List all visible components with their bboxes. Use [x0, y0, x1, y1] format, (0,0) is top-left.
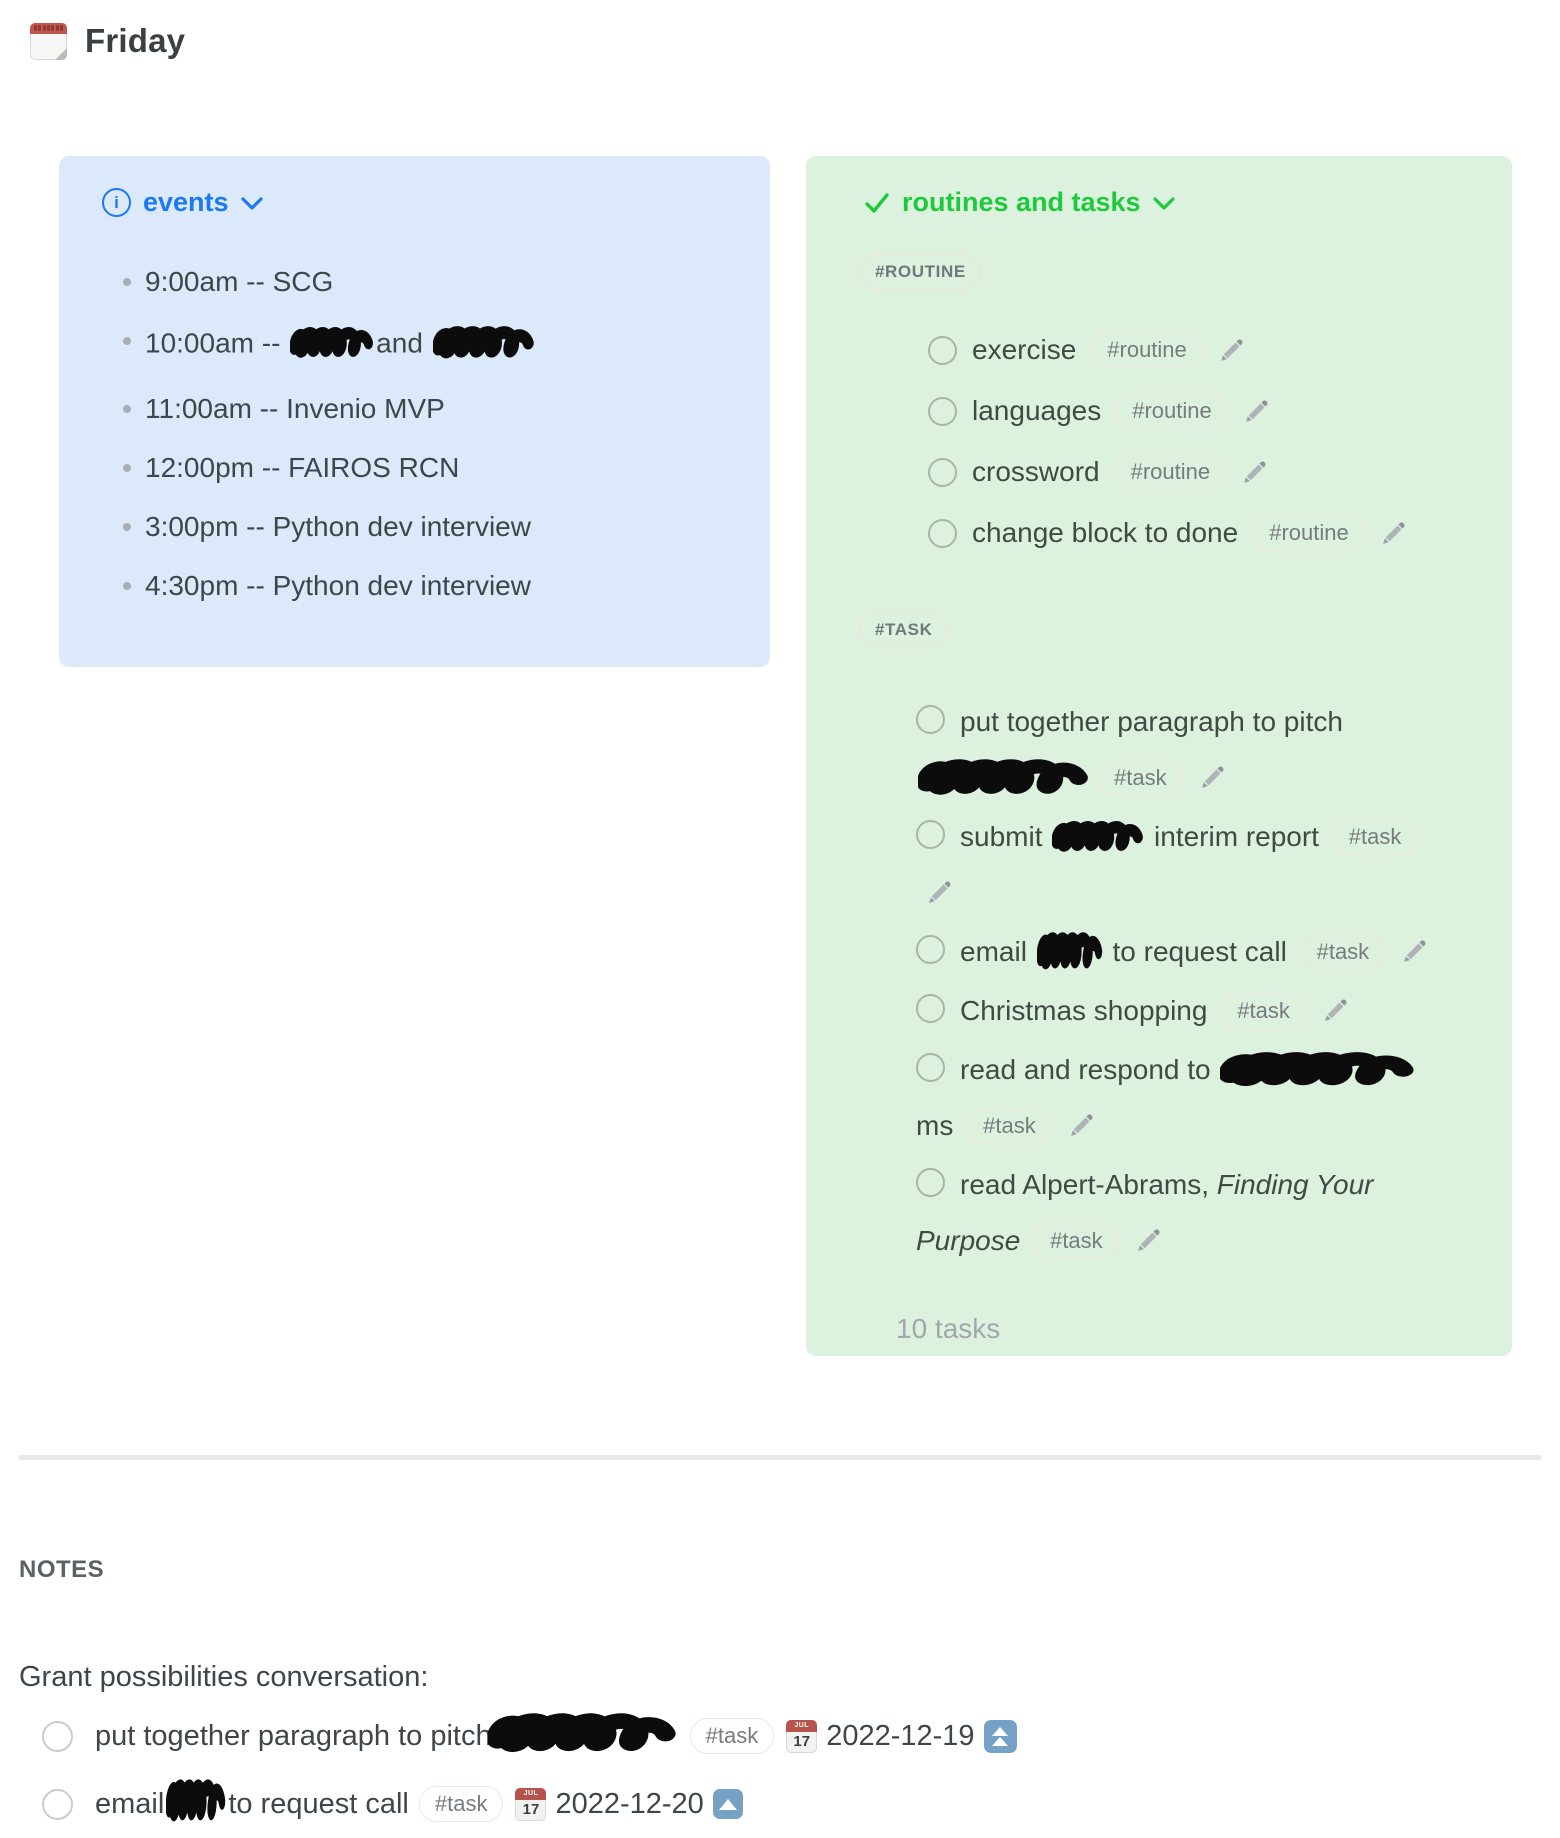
routine-tag[interactable]: #routine [1115, 454, 1227, 490]
task-tag[interactable]: #task [1034, 1223, 1119, 1259]
note-task-item: put together paragraph to pitch #task JUL 17 2022-12-19 [19, 1712, 1540, 1760]
info-icon: i [102, 188, 131, 217]
redaction-scribble [918, 758, 1090, 802]
spiral-calendar-icon [30, 23, 67, 60]
task-checkbox[interactable] [928, 336, 957, 365]
routine-item [928, 515, 1512, 551]
task-item: Christmas shopping #task [916, 983, 1482, 1039]
check-icon [864, 192, 890, 214]
routine-list [928, 332, 1512, 551]
task-checkbox[interactable] [916, 820, 945, 849]
edit-pencil-icon[interactable] [1322, 997, 1349, 1024]
routine-tag[interactable]: #routine [1253, 515, 1365, 551]
up-arrow-icon [713, 1789, 743, 1819]
event-item: 12:00pm -- FAIROS RCN [145, 452, 770, 483]
redaction-scribble [166, 1778, 226, 1830]
routine-item [928, 393, 1512, 429]
edit-pencil-icon[interactable] [1243, 398, 1270, 425]
task-item: put together paragraph to pitch #task [916, 694, 1482, 806]
calendar-date-icon: JUL 17 [515, 1788, 546, 1821]
edit-pencil-icon[interactable] [926, 879, 953, 906]
notes-heading: NOTES [19, 1556, 105, 1583]
redaction-scribble [433, 325, 535, 365]
redaction-scribble [1037, 931, 1103, 977]
routines-tasks-panel [806, 156, 1512, 1356]
section-divider [18, 1455, 1542, 1460]
edit-pencil-icon[interactable] [1199, 764, 1226, 791]
routine-label: change block to done [972, 517, 1239, 548]
edit-pencil-icon[interactable] [1401, 938, 1428, 965]
calendar-date-icon: JUL 17 [786, 1720, 817, 1753]
routine-label: crossword [972, 456, 1100, 487]
task-checkbox[interactable] [916, 1053, 945, 1082]
chevron-down-icon[interactable] [241, 197, 263, 211]
task-tag[interactable]: #task [967, 1108, 1052, 1144]
task-tag[interactable]: #task [1098, 760, 1183, 796]
task-checkbox[interactable] [916, 1168, 945, 1197]
events-panel-header[interactable] [102, 187, 770, 218]
task-checkbox[interactable] [916, 935, 945, 964]
page-title: Friday [85, 22, 186, 59]
task-checkbox[interactable] [42, 1721, 73, 1752]
task-tag[interactable]: #task [1221, 993, 1306, 1029]
task-item: email to request call #task [916, 924, 1482, 980]
routines-panel-header[interactable] [864, 187, 1512, 218]
routine-tag[interactable]: #routine [1091, 332, 1203, 368]
events-panel [59, 156, 770, 667]
task-list [916, 694, 1482, 1269]
routine-section-pill[interactable]: #ROUTINE [860, 254, 981, 290]
chevron-down-icon[interactable] [1153, 197, 1175, 211]
routine-item [928, 332, 1512, 368]
task-checkbox[interactable] [928, 519, 957, 548]
page-header [30, 22, 185, 60]
routine-item [928, 454, 1512, 490]
edit-pencil-icon[interactable] [1380, 520, 1407, 547]
due-date: 2022-12-20 [555, 1788, 704, 1820]
events-list [59, 266, 770, 601]
task-checkbox[interactable] [928, 397, 957, 426]
notes-section [19, 1556, 1540, 1830]
task-item: submit interim report #task [916, 809, 1482, 921]
routine-tag[interactable]: #routine [1116, 393, 1228, 429]
task-checkbox[interactable] [916, 705, 945, 734]
edit-pencil-icon[interactable] [1241, 459, 1268, 486]
task-count: 10 tasks [896, 1313, 1001, 1344]
due-date: 2022-12-19 [826, 1720, 975, 1752]
notes-intro: Grant possibilities conversation: [19, 1661, 429, 1693]
note-task-item: email to request call #task JUL 17 2022-12-20 [19, 1778, 1540, 1830]
double-up-arrow-icon [984, 1720, 1017, 1753]
task-checkbox[interactable] [916, 994, 945, 1023]
edit-pencil-icon[interactable] [1068, 1112, 1095, 1139]
task-tag[interactable]: #task [1333, 819, 1418, 855]
routine-label: languages [972, 395, 1102, 426]
task-checkbox[interactable] [42, 1789, 73, 1820]
task-section-pill[interactable]: #TASK [860, 612, 947, 648]
task-item: read and respond to ms #task [916, 1042, 1482, 1154]
event-item: 9:00am -- SCG [145, 266, 770, 297]
event-item: 10:00am -- and [145, 325, 770, 365]
redaction-scribble [290, 326, 374, 364]
events-panel-title: events [143, 187, 229, 217]
redaction-scribble [1052, 820, 1144, 858]
edit-pencil-icon[interactable] [1135, 1227, 1162, 1254]
event-item: 4:30pm -- Python dev interview [145, 570, 770, 601]
task-item: read Alpert-Abrams, Finding Your Purpose #task [916, 1157, 1482, 1269]
task-tag[interactable]: #task [1301, 934, 1386, 970]
routine-label: exercise [972, 334, 1077, 365]
redaction-scribble [488, 1712, 678, 1760]
redaction-scribble [1220, 1051, 1416, 1093]
edit-pencil-icon[interactable] [1218, 337, 1245, 364]
routines-panel-title: routines and tasks [902, 187, 1141, 217]
task-tag[interactable]: #task [419, 1786, 504, 1822]
task-tag[interactable]: #task [690, 1718, 775, 1754]
event-item: 3:00pm -- Python dev interview [145, 511, 770, 542]
task-checkbox[interactable] [928, 458, 957, 487]
event-item: 11:00am -- Invenio MVP [145, 393, 770, 424]
